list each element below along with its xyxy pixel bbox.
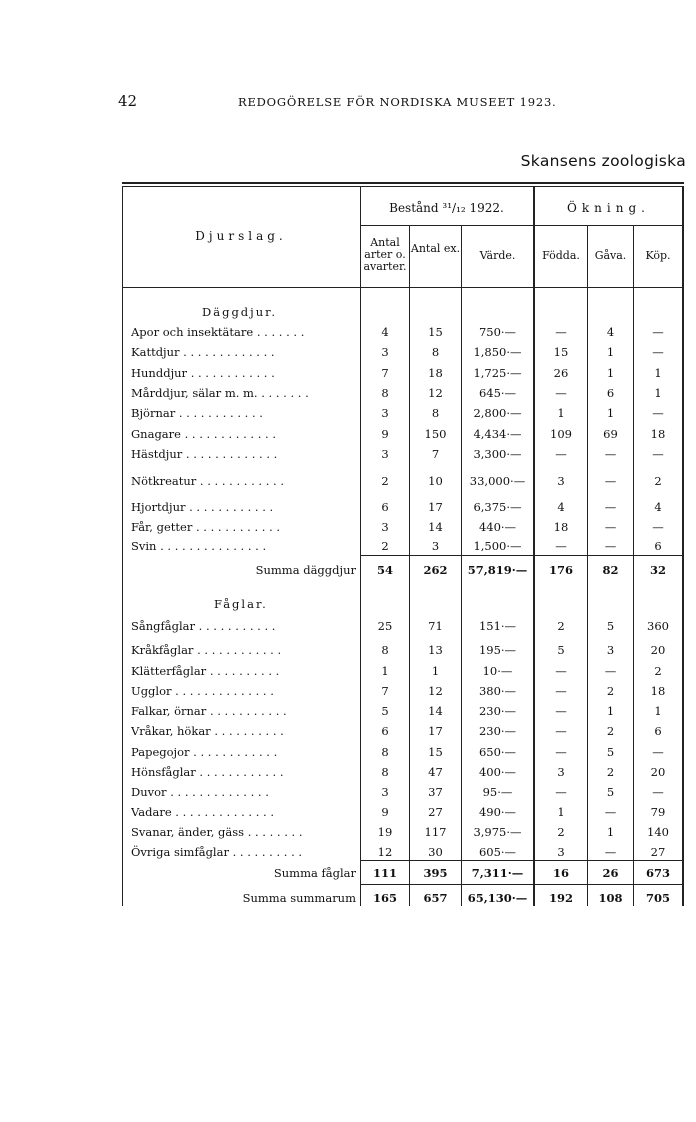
row-label: Hästdjur . . . . . . . . . . . . . <box>131 447 278 461</box>
cell-gava: — <box>604 664 617 678</box>
cell-arter: 12 <box>377 845 393 859</box>
page-number: 42 <box>118 92 138 110</box>
cell-kop: — <box>652 785 664 799</box>
cell-gava: 26 <box>602 866 619 880</box>
cell-gava: — <box>604 474 617 488</box>
row-label: Svin . . . . . . . . . . . . . . . <box>131 539 267 553</box>
cell-varde: 230·— <box>478 704 517 718</box>
cell-varde: 151·— <box>478 619 517 633</box>
cell-arter: 8 <box>381 643 389 657</box>
cell-arter: 25 <box>377 619 393 633</box>
cell-kop: — <box>652 325 664 339</box>
cell-kop: 20 <box>650 765 666 779</box>
cell-varde: 1,500·— <box>473 539 522 553</box>
cell-fodda: — <box>555 745 567 759</box>
cell-varde: 650·— <box>478 745 517 759</box>
cell-arter: 3 <box>381 406 389 420</box>
row-label: Mårddjur, sälar m. m. . . . . . . . <box>131 386 309 400</box>
row-label: Hönsfåglar . . . . . . . . . . . . <box>131 765 284 779</box>
cell-fodda: 176 <box>548 563 573 577</box>
cell-varde: 65,130·— <box>467 891 528 905</box>
header-antal-ex: Antal ex. <box>410 242 461 255</box>
cell-varde: 605·— <box>478 845 517 859</box>
cell-ex: 7 <box>431 447 440 461</box>
cell-ex: 8 <box>431 406 440 420</box>
cell-ex: 18 <box>428 366 443 380</box>
cell-fodda: 1 <box>557 805 565 819</box>
cell-gava: 2 <box>606 724 615 738</box>
table-right-border <box>682 186 684 906</box>
cell-gava: — <box>604 520 617 534</box>
cell-varde: 3,300·— <box>473 447 522 461</box>
row-label: Gnagare . . . . . . . . . . . . . <box>131 427 277 441</box>
group-daggdjur: Däggdjur. <box>202 305 278 319</box>
cell-kop: 360 <box>647 619 669 633</box>
cell-arter: 8 <box>381 745 389 759</box>
cell-ex: 395 <box>423 866 448 880</box>
cell-ex: 13 <box>428 643 443 657</box>
cell-varde: 400·— <box>478 765 517 779</box>
cell-arter: 7 <box>381 366 389 380</box>
cell-fodda: 15 <box>553 345 569 359</box>
cell-arter: 7 <box>381 684 389 698</box>
cell-gava: 5 <box>606 785 615 799</box>
cell-arter: 6 <box>381 500 389 514</box>
table-left-border <box>122 186 123 906</box>
cell-varde: 750·— <box>478 325 517 339</box>
cell-varde: 2,800·— <box>473 406 522 420</box>
cell-ex: 71 <box>428 619 443 633</box>
cell-ex: 17 <box>428 724 443 738</box>
cell-ex: 15 <box>428 325 443 339</box>
cell-fodda: — <box>555 704 567 718</box>
cell-varde: 33,000·— <box>469 474 526 488</box>
cell-gava: 69 <box>603 427 618 441</box>
cell-arter: 6 <box>381 724 389 738</box>
sum-label: Summa summarum <box>242 891 356 905</box>
header-fodda: Födda. <box>542 249 580 262</box>
cell-kop: 1 <box>654 386 662 400</box>
row-label: Nötkreatur . . . . . . . . . . . . <box>131 474 284 488</box>
cell-ex: 117 <box>424 825 447 839</box>
cell-arter: 3 <box>381 447 389 461</box>
row-label: Ugglor . . . . . . . . . . . . . . <box>131 684 274 698</box>
cell-kop: 27 <box>650 845 666 859</box>
cell-varde: 6,375·— <box>473 500 522 514</box>
cell-fodda: 26 <box>553 366 569 380</box>
cell-varde: 57,819·— <box>467 563 528 577</box>
row-label: Falkar, örnar . . . . . . . . . . . <box>131 704 287 718</box>
cell-ex: 14 <box>428 520 443 534</box>
cell-varde: 7,311·— <box>471 866 524 880</box>
cell-arter: 54 <box>376 563 393 577</box>
cell-fodda: 18 <box>553 520 569 534</box>
row-label: Vråkar, hökar . . . . . . . . . . <box>131 724 284 738</box>
cell-kop: 705 <box>645 891 670 905</box>
cell-gava: 6 <box>606 386 615 400</box>
cell-varde: 490·— <box>478 805 517 819</box>
cell-ex: 15 <box>428 745 443 759</box>
bird-sum-bottom-rule <box>360 884 684 885</box>
header-varde: Värde. <box>479 249 516 262</box>
cell-gava: 82 <box>602 563 619 577</box>
row-label: Kråkfåglar . . . . . . . . . . . . <box>131 643 282 657</box>
cell-varde: 1,850·— <box>473 345 522 359</box>
cell-arter: 3 <box>381 520 389 534</box>
cell-kop: — <box>652 406 664 420</box>
header-gava: Gåva. <box>594 249 627 262</box>
cell-arter: 9 <box>381 427 389 441</box>
cell-varde: 230·— <box>478 724 517 738</box>
cell-kop: — <box>652 520 664 534</box>
cell-ex: 10 <box>428 474 443 488</box>
row-label: Duvor . . . . . . . . . . . . . . <box>131 785 269 799</box>
top-rule-thin <box>122 186 684 187</box>
cell-ex: 1 <box>431 664 440 678</box>
cell-fodda: — <box>555 724 567 738</box>
cell-gava: 1 <box>606 825 615 839</box>
cell-kop: — <box>652 447 664 461</box>
cell-fodda: — <box>555 325 567 339</box>
cell-ex: 47 <box>428 765 443 779</box>
sum-label: Summa fåglar <box>273 866 356 880</box>
cell-ex: 12 <box>428 684 443 698</box>
cell-kop: 4 <box>654 500 662 514</box>
cell-gava: — <box>604 539 617 553</box>
cell-fodda: 3 <box>557 474 565 488</box>
cell-kop: 1 <box>654 366 662 380</box>
cell-varde: 1,725·— <box>473 366 522 380</box>
row-label: Papegojor . . . . . . . . . . . . <box>131 745 278 759</box>
cell-fodda: 2 <box>557 619 565 633</box>
cell-ex: 30 <box>428 845 443 859</box>
running-head: REDOGÖRELSE FÖR NORDISKA MUSEET 1923. <box>238 95 557 109</box>
cell-ex: 14 <box>428 704 443 718</box>
row-label: Vadare . . . . . . . . . . . . . . <box>131 805 274 819</box>
cell-gava: 1 <box>606 406 615 420</box>
row-label: Svanar, änder, gäss . . . . . . . . <box>131 825 303 839</box>
cell-varde: 95·— <box>482 785 513 799</box>
group-faglar: Fåglar. <box>214 597 268 611</box>
row-label: Hunddjur . . . . . . . . . . . . <box>131 366 275 380</box>
cell-gava: 4 <box>606 325 615 339</box>
cell-kop: — <box>652 345 664 359</box>
cell-gava: 108 <box>598 891 623 905</box>
cell-varde: 645·— <box>478 386 517 400</box>
header-okning: Ökning. <box>567 201 650 215</box>
row-label: Sångfåglar . . . . . . . . . . . <box>131 619 276 633</box>
bird-sum-rule <box>360 860 684 861</box>
cell-kop: 20 <box>650 643 666 657</box>
cell-kop: — <box>652 745 664 759</box>
cell-fodda: — <box>555 386 567 400</box>
cell-kop: 79 <box>650 805 666 819</box>
header-bestand: Bestånd ³¹/₁₂ 1922. <box>389 201 504 215</box>
cell-ex: 17 <box>428 500 443 514</box>
cell-kop: 32 <box>649 563 666 577</box>
cell-gava: 1 <box>606 366 615 380</box>
cell-gava: 2 <box>606 765 615 779</box>
row-label: Får, getter . . . . . . . . . . . . <box>131 520 281 534</box>
header-antal-arter: Antal arter o. avarter. <box>363 236 407 273</box>
cell-fodda: 3 <box>557 765 565 779</box>
cell-fodda: 3 <box>557 845 565 859</box>
cell-varde: 380·— <box>478 684 517 698</box>
cell-arter: 8 <box>381 386 389 400</box>
cell-arter: 4 <box>381 325 389 339</box>
cell-kop: 673 <box>645 866 670 880</box>
cell-fodda: 5 <box>557 643 565 657</box>
row-label: Klätterfåglar . . . . . . . . . . <box>131 664 280 678</box>
cell-ex: 150 <box>424 427 447 441</box>
row-label: Björnar . . . . . . . . . . . . <box>131 406 263 420</box>
cell-fodda: 192 <box>548 891 573 905</box>
cell-gava: 2 <box>606 684 615 698</box>
cell-kop: 140 <box>647 825 669 839</box>
header-bottom-rule <box>122 287 684 288</box>
cell-fodda: 109 <box>550 427 572 441</box>
cell-arter: 165 <box>372 891 397 905</box>
cell-fodda: 1 <box>557 406 565 420</box>
cell-fodda: — <box>555 447 567 461</box>
cell-arter: 1 <box>381 664 389 678</box>
cell-fodda: 16 <box>552 866 569 880</box>
cell-arter: 2 <box>381 539 389 553</box>
cell-varde: 440·— <box>478 520 517 534</box>
cell-ex: 262 <box>423 563 448 577</box>
cell-kop: 2 <box>654 474 662 488</box>
cell-arter: 5 <box>381 704 389 718</box>
cell-fodda: — <box>555 684 567 698</box>
cell-kop: 6 <box>654 539 662 553</box>
section-title: Skansens zoologiska <box>520 152 686 170</box>
top-rule-thick <box>122 182 684 184</box>
cell-gava: — <box>604 500 617 514</box>
mammal-sum-rule <box>360 555 684 556</box>
row-label: Apor och insektätare . . . . . . . <box>131 325 305 339</box>
cell-arter: 3 <box>381 785 389 799</box>
cell-kop: 18 <box>650 427 666 441</box>
cell-ex: 3 <box>431 539 440 553</box>
cell-gava: — <box>604 805 617 819</box>
cell-ex: 8 <box>431 345 440 359</box>
header-djurslag: Djurslag. <box>195 229 287 243</box>
cell-gava: 1 <box>606 704 615 718</box>
header-kop: Köp. <box>645 249 671 262</box>
cell-varde: 195·— <box>478 643 517 657</box>
cell-arter: 3 <box>381 345 389 359</box>
cell-gava: — <box>604 447 617 461</box>
cell-gava: 3 <box>606 643 615 657</box>
cell-varde: 3,975·— <box>473 825 522 839</box>
cell-ex: 37 <box>428 785 443 799</box>
cell-ex: 27 <box>428 805 443 819</box>
cell-varde: 10·— <box>482 664 513 678</box>
sum-label: Summa däggdjur <box>255 563 356 577</box>
cell-arter: 111 <box>372 866 397 880</box>
cell-fodda: 2 <box>557 825 565 839</box>
cell-gava: 5 <box>606 619 615 633</box>
cell-arter: 2 <box>381 474 389 488</box>
row-label: Övriga simfåglar . . . . . . . . . . <box>131 845 303 859</box>
row-label: Hjortdjur . . . . . . . . . . . . <box>131 500 274 514</box>
cell-ex: 657 <box>423 891 448 905</box>
cell-arter: 8 <box>381 765 389 779</box>
cell-varde: 4,434·— <box>473 427 522 441</box>
cell-fodda: 4 <box>557 500 565 514</box>
cell-fodda: — <box>555 785 567 799</box>
cell-arter: 9 <box>381 805 389 819</box>
cell-gava: — <box>604 845 617 859</box>
cell-fodda: — <box>555 664 567 678</box>
cell-ex: 12 <box>428 386 443 400</box>
cell-kop: 18 <box>650 684 666 698</box>
cell-kop: 6 <box>654 724 662 738</box>
cell-kop: 2 <box>654 664 662 678</box>
row-label: Kattdjur . . . . . . . . . . . . . <box>131 345 275 359</box>
cell-fodda: — <box>555 539 567 553</box>
cell-gava: 1 <box>606 345 615 359</box>
cell-arter: 19 <box>377 825 393 839</box>
cell-gava: 5 <box>606 745 615 759</box>
cell-kop: 1 <box>654 704 662 718</box>
